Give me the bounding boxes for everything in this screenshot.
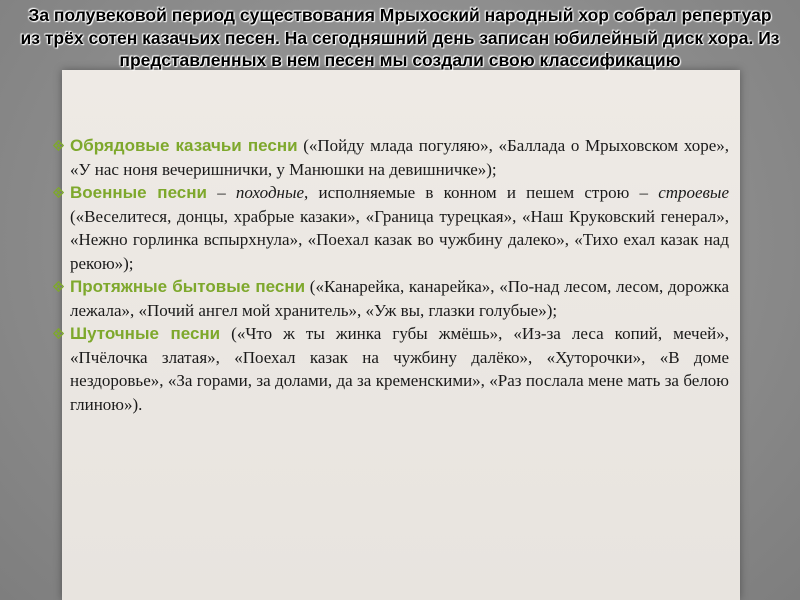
song-classification-list bbox=[53, 134, 729, 416]
list-item-ritual-songs bbox=[53, 134, 729, 181]
category-subtype-formation: строевые bbox=[658, 183, 729, 202]
category-heading: Шуточные песни bbox=[70, 324, 221, 343]
list-item-lingering-songs bbox=[53, 275, 729, 322]
category-heading: Протяжные бытовые песни bbox=[70, 277, 306, 296]
green-diamond-knot-icon bbox=[53, 281, 64, 292]
category-heading: Военные песни bbox=[70, 183, 207, 202]
list-item-military-songs bbox=[53, 181, 729, 275]
category-heading: Обрядовые казачьи песни bbox=[70, 136, 298, 155]
category-description: , исполняемые в конном и пешем строю – bbox=[304, 183, 659, 202]
green-diamond-knot-icon bbox=[53, 328, 64, 339]
list-item-comic-songs bbox=[53, 322, 729, 416]
green-diamond-knot-icon bbox=[53, 140, 64, 151]
category-songs: («Пойду млада погуляю», «Баллада о Мрыховском хоре», «У нас ноня вечеришнички, у Манюшки на девишничке»); bbox=[70, 136, 730, 179]
green-diamond-knot-icon bbox=[53, 187, 64, 198]
category-dash: – bbox=[206, 183, 236, 202]
category-subtype-marching: походные bbox=[235, 183, 305, 202]
category-songs: («Канарейка, канарейка», «По-над лесом, лесом, дорожка лежала», «Почий ангел мой хранитель», «Уж вы, глазки голубые»); bbox=[70, 277, 729, 320]
slide-title: За полувековой период существования Мрыхоский народный хор собрал репертуар из трёх сотен казачьих песен. На сегодняшний день записан юбилейный диск хора. Из представленных в нем песен мы создали свою классификацию bbox=[20, 5, 780, 70]
category-songs: («Веселитеся, донцы, храбрые казаки», «Граница турецкая», «Наш Круковский генерал», «Нежно горлинка вспырхнула», «Поехал казак во чужбину далеко», «Тихо ехал казак над рекою»); bbox=[70, 206, 729, 273]
category-songs: («Что ж ты жинка губы жмёшь», «Из-за леса копий, мечей», «Пчёлочка златая», «Поехал казак на чужбину далёко», «Хуторочки», «В доме нездоровье», «За горами, за долами, да за кременскими», «Раз послала мене мать за белою глиною»). bbox=[70, 324, 729, 414]
